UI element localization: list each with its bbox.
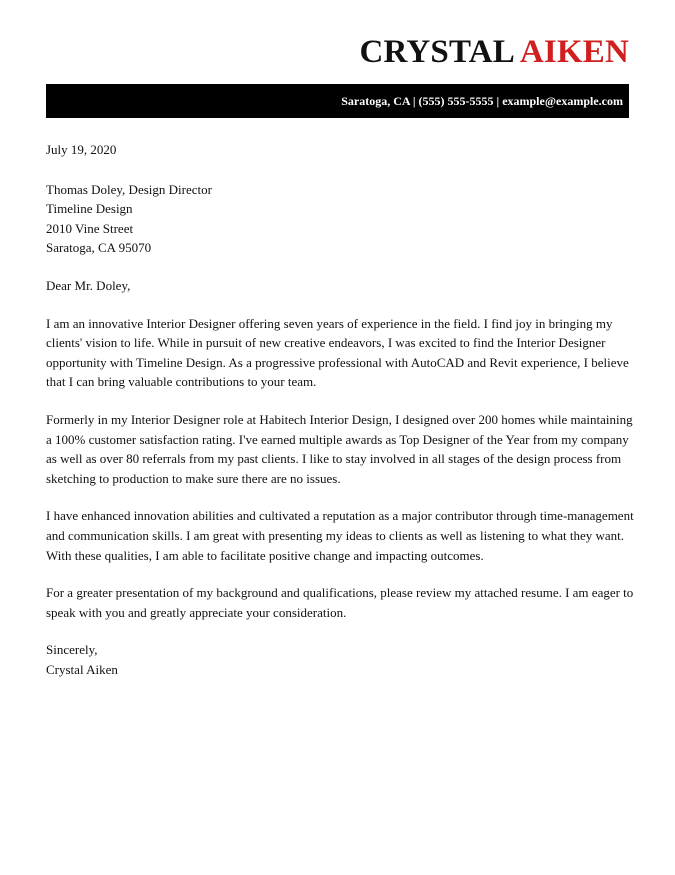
applicant-name [360,33,630,71]
letter-body [46,140,636,679]
signature-name: Crystal Aiken [46,661,118,677]
recipient-address [46,180,636,258]
body-paragraph-2: Formerly in my Interior Designer role at Habitech Interior Design, I designed over 200 homes while maintaining a 100% customer satisfaction rating. I've earned multiple awards as Top Designer of the Year from my company as well as over 80 referrals from my past clients. I like to stay involved in all stages of the design process from sketching to production to make sure there are no issues. [46,411,633,486]
body-paragraph-4: For a greater presentation of my background and qualifications, please review my attached resume. I am eager to speak with you and greatly appreciate your consideration. [46,585,634,620]
salutation: Dear Mr. Doley, [46,277,131,293]
contact-bar [46,84,629,118]
recipient-company: Timeline Design [46,201,133,217]
body-paragraph-1: I am an innovative Interior Designer offering seven years of experience in the field. I find joy in bringing my clients' vision to life. While in pursuit of new creative endeavors, I was excited to find the Interior Designer opportunity with Timeline Design. As a progressive professional with AutoCAD and Revit experience, I believe that I can bring valuable contributions to your team. [46,315,629,390]
last-name: AIKEN [519,34,629,70]
closing: Sincerely, [46,642,98,658]
body-paragraph-3: I have enhanced innovation abilities and cultivated a reputation as a major contributor through time-management and communication skills. I am great with presenting my ideas to clients as well as listening to what they want. With these qualities, I am able to facilitate positive change and impacting outcomes. [46,508,634,563]
first-name: CRYSTAL [359,34,514,70]
recipient-street: 2010 Vine Street [46,220,134,236]
contact-info: Saratoga, CA | (555) 555-5555 | example@example.com [341,94,623,108]
letter-date: July 19, 2020 [46,142,117,157]
recipient-name: Thomas Doley, Design Director [46,181,212,197]
recipient-city: Saratoga, CA 95070 [46,240,152,256]
